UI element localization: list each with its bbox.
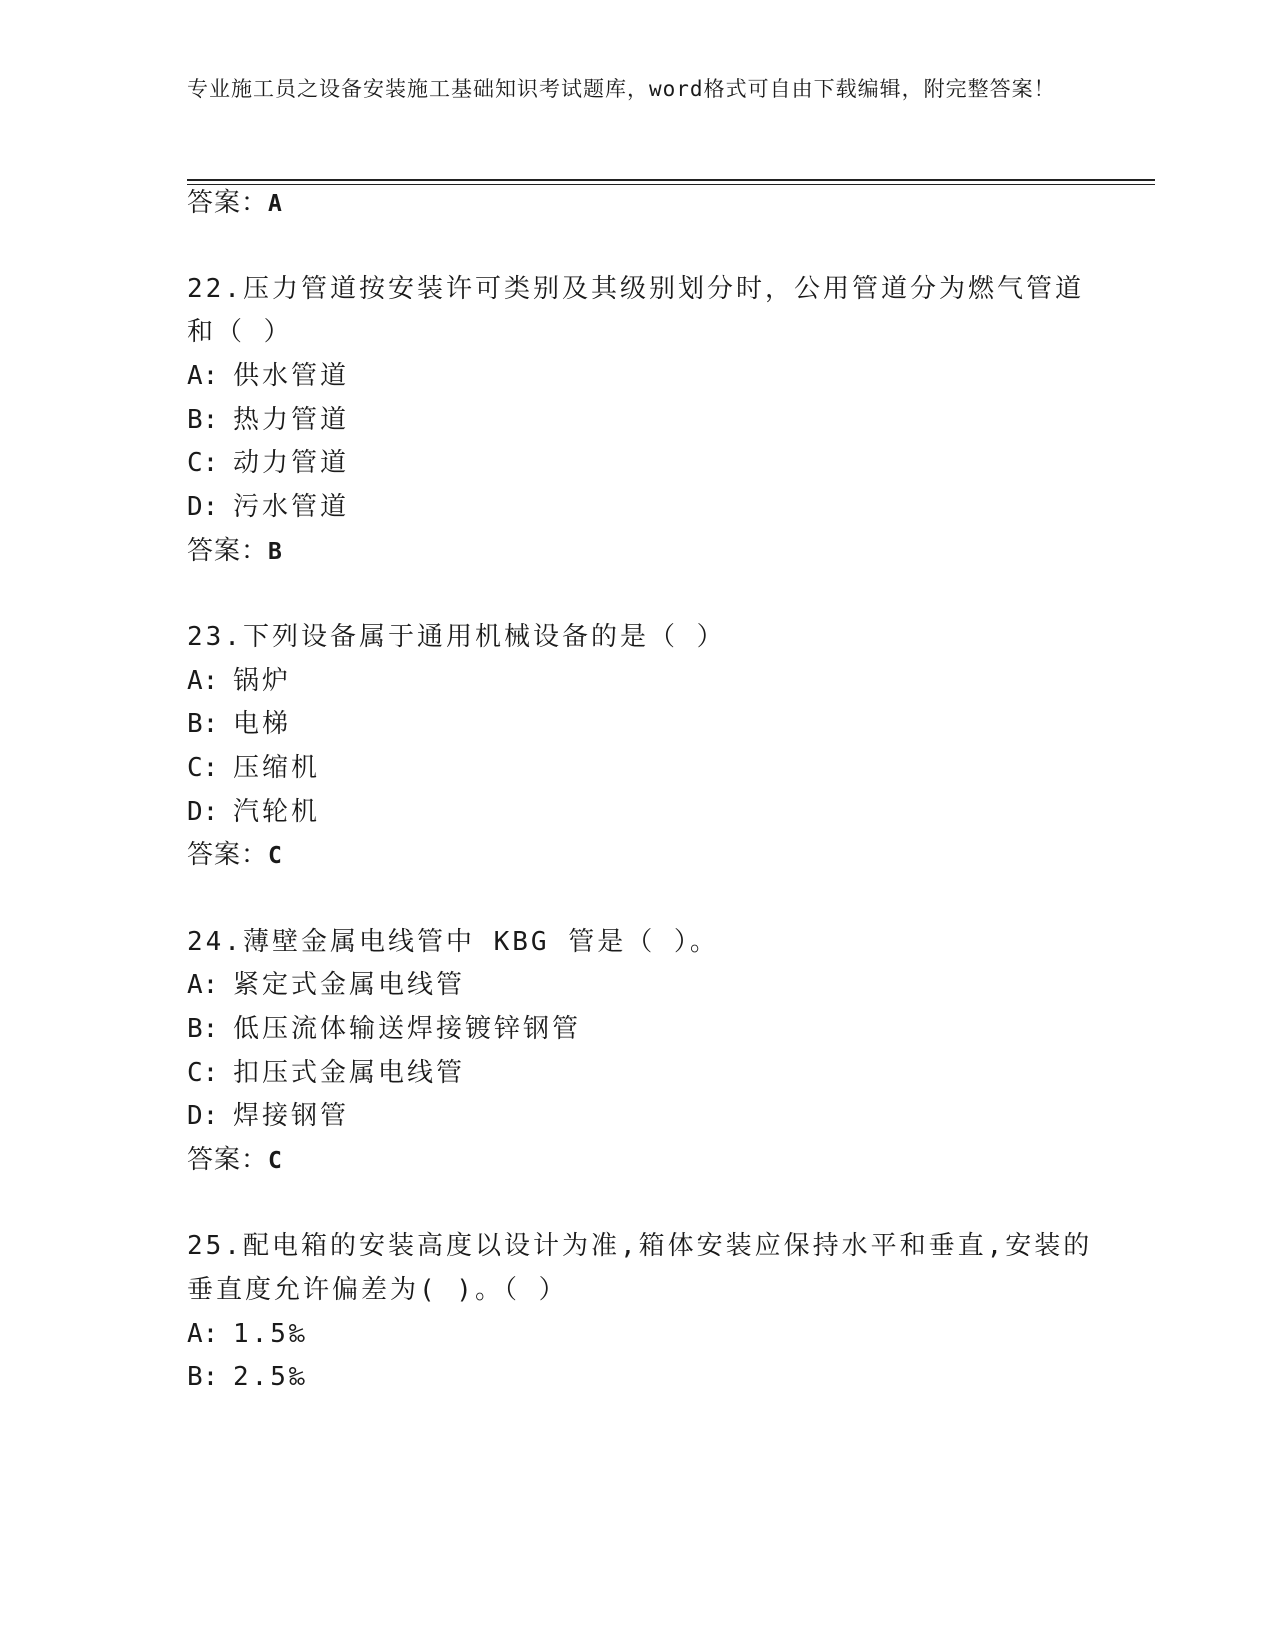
answer-q22 xyxy=(187,534,282,569)
answer-value: A xyxy=(268,191,282,217)
question-23-option-b xyxy=(187,707,291,741)
option-text: 焊接钢管 xyxy=(233,1101,350,1131)
answer-value: C xyxy=(268,843,282,869)
question-22-option-c xyxy=(187,446,349,480)
question-23-option-d xyxy=(187,795,320,829)
option-text: 扣压式金属电线管 xyxy=(233,1058,466,1088)
option-text: 1.5‰ xyxy=(233,1319,308,1349)
question-22-stem: 22.压力管道按安装许可类别及其级别划分时，公用管道分为燃气管道 xyxy=(187,274,1084,304)
question-23-option-c xyxy=(187,751,320,785)
question-22-stem-cont: 和（ ） xyxy=(187,317,293,347)
answer-value: B xyxy=(268,539,282,565)
question-23-stem: 23.下列设备属于通用机械设备的是（ ） xyxy=(187,622,726,652)
option-text: 污水管道 xyxy=(233,492,350,522)
option-key: B: xyxy=(187,1362,219,1392)
page-header xyxy=(187,74,1067,105)
option-key: C: xyxy=(187,753,219,783)
question-25-option-b xyxy=(187,1360,308,1394)
option-key: A: xyxy=(187,361,219,391)
option-text: 压缩机 xyxy=(233,753,321,783)
question-24-option-b xyxy=(187,1012,581,1046)
option-key: B: xyxy=(187,1014,219,1044)
option-text: 汽轮机 xyxy=(233,797,321,827)
option-key: C: xyxy=(187,448,219,478)
answer-value: C xyxy=(268,1148,282,1174)
option-text: 动力管道 xyxy=(233,448,350,478)
answer-q23 xyxy=(187,838,282,873)
option-key: A: xyxy=(187,666,219,696)
header-divider xyxy=(187,179,1155,185)
option-text: 低压流体输送焊接镀锌钢管 xyxy=(233,1014,582,1044)
question-22-option-d xyxy=(187,490,349,524)
option-key: B: xyxy=(187,405,219,435)
answer-label: 答案： xyxy=(187,188,269,218)
option-text: 2.5‰ xyxy=(233,1362,308,1392)
option-key: D: xyxy=(187,492,219,522)
option-key: D: xyxy=(187,797,219,827)
option-key: C: xyxy=(187,1058,219,1088)
header-text: 专业施工员之设备安装施工基础知识考试题库，word格式可自由下载编辑，附完整答案！ xyxy=(187,77,1056,101)
question-23-option-a xyxy=(187,664,291,698)
question-24-option-c xyxy=(187,1056,465,1090)
option-key: A: xyxy=(187,970,219,1000)
option-key: B: xyxy=(187,709,219,739)
question-24-stem: 24.薄壁金属电线管中 KBG 管是（ ）。 xyxy=(187,927,719,957)
question-24-option-d xyxy=(187,1099,349,1133)
question-25-option-a xyxy=(187,1317,308,1351)
question-25-stem: 25.配电箱的安装高度以设计为准,箱体安装应保持水平和垂直,安装的 xyxy=(187,1231,1093,1261)
answer-label: 答案： xyxy=(187,536,269,566)
question-22-option-a xyxy=(187,359,349,393)
option-text: 电梯 xyxy=(233,709,292,739)
option-key: A: xyxy=(187,1319,219,1349)
answer-label: 答案： xyxy=(187,840,269,870)
answer-label: 答案： xyxy=(187,1145,269,1175)
option-text: 热力管道 xyxy=(233,405,350,435)
option-key: D: xyxy=(187,1101,219,1131)
option-text: 供水管道 xyxy=(233,361,350,391)
option-text: 锅炉 xyxy=(233,666,292,696)
question-24-option-a xyxy=(187,968,465,1002)
answer-q24 xyxy=(187,1143,282,1178)
option-text: 紧定式金属电线管 xyxy=(233,970,466,1000)
answer-q21 xyxy=(187,186,282,221)
question-22-option-b xyxy=(187,403,349,437)
question-25-stem-cont: 垂直度允许偏差为( )。（ ） xyxy=(187,1275,568,1305)
